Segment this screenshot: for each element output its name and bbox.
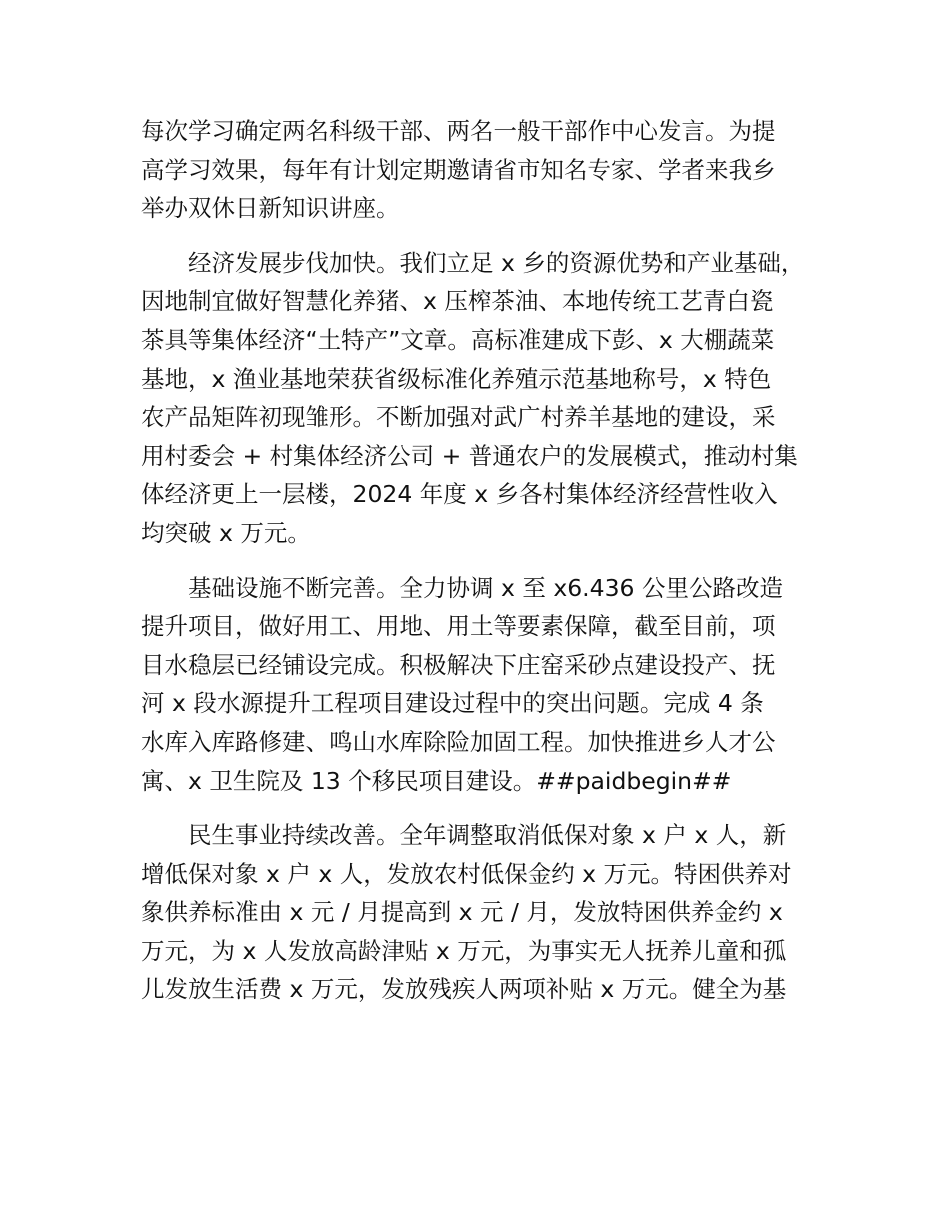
text-line: 农产品矩阵初现雏形。不断加强对武广村养羊基地的建设，采 [141, 403, 776, 432]
document-body [141, 112, 821, 1025]
text-line: 每次学习确定两名科级干部、两名一般干部作中心发言。为提 [141, 117, 776, 145]
text-line: 提升项目，做好用工、用地、用土等要素保障，截至目前，项 [141, 612, 776, 641]
text-line: 目水稳层已经铺设完成。积极解决下庄窑采砂点建设投产、抚 [141, 650, 776, 679]
text-line: 增低保对象 x 户 x 人，发放农村低保金约 x 万元。特困供养对 [141, 859, 792, 888]
paragraph-study [141, 112, 821, 228]
text-line: 基础设施不断完善。全力协调 x 至 x6.436 公里公路改造 [188, 573, 783, 602]
text-line: 均突破 x 万元。 [141, 518, 311, 547]
paragraph-livelihood [141, 816, 821, 1009]
text-line: 水库入库路修建、鸣山水库除险加固工程。加快推进乡人才公 [141, 727, 776, 756]
text-line: 河 x 段水源提升工程项目建设过程中的突出问题。完成 4 条 [141, 689, 764, 718]
text-line: 经济发展步伐加快。我们立足 x 乡的资源优势和产业基础， [188, 248, 805, 277]
text-line: 万元，为 x 人发放高龄津贴 x 万元，为事实无人抚养儿童和孤 [141, 936, 787, 965]
text-line: 举办双休日新知识讲座。 [141, 194, 400, 223]
text-line: 用村委会 + 村集体经济公司 + 普通农户的发展模式，推动村集 [141, 441, 798, 470]
text-line: 儿发放生活费 x 万元，发放残疾人两项补贴 x 万元。健全为基 [141, 975, 787, 1004]
text-line: 因地制宜做好智慧化养猪、x 压榨茶油、本地传统工艺青白瓷 [141, 287, 774, 316]
text-line: 象供养标准由 x 元 / 月提高到 x 元 / 月，发放特困供养金约 x [141, 898, 783, 927]
text-line: 高学习效果，每年有计划定期邀请省市知名专家、学者来我乡 [141, 155, 776, 184]
text-line: 基地，x 渔业基地荣获省级标准化养殖示范基地称号，x 特色 [141, 364, 772, 393]
paragraph-economy [141, 244, 821, 553]
text-line: 体经济更上一层楼，2024 年度 x 乡各村集体经济经营性收入 [141, 480, 778, 509]
text-line: 寓、x 卫生院及 13 个移民项目建设。##paidbegin## [141, 766, 732, 795]
text-line: 茶具等集体经济“土特产”文章。高标准建成下彭、x 大棚蔬菜 [141, 325, 775, 354]
text-line: 民生事业持续改善。全年调整取消低保对象 x 户 x 人，新 [188, 821, 787, 850]
paragraph-infrastructure [141, 569, 821, 801]
